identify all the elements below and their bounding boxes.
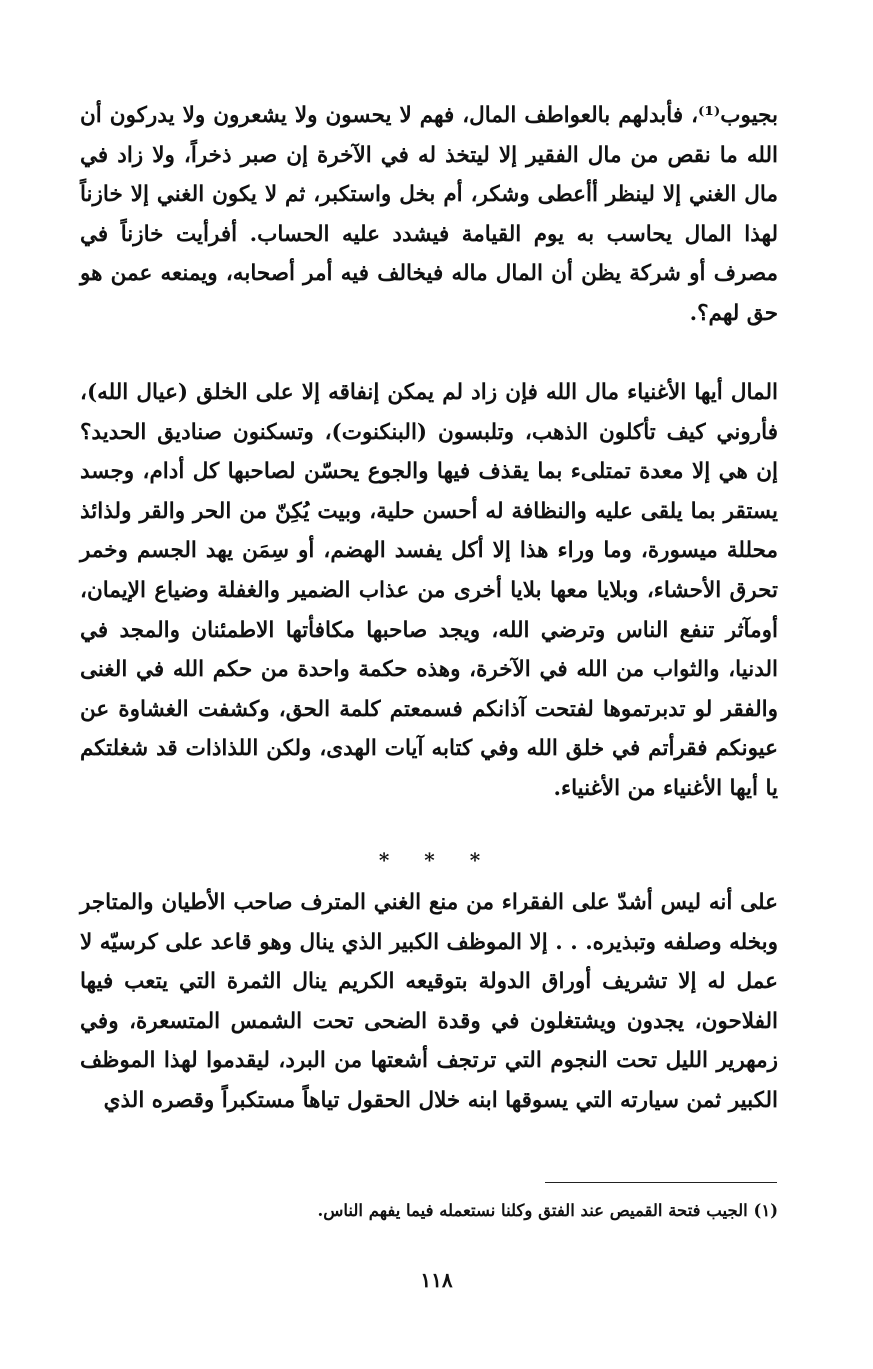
page-number: ١١٨ bbox=[420, 1268, 453, 1292]
paragraph-2: المال أيها الأغنياء مال الله فإن زاد لم يمكن إنفاقه إلا على الخلق (عيال الله)، فأروني كيف تأكلون الذهب، وتلبسون (البنكنوت)، وتسكنون صناديق الحديد؟ إن هي إلا معدة تمتلىء بما يقذف فيها والجوع يحسّن لصاحبها كل أدام، وجسد يستقر بما يلقى عليه والنظافة له أحسن حلية، وبيت يُكِنّ من الحر والقر ولذائذ محللة ميسورة، وما وراء هذا إلا أكل يفسد الهضم، أو سِمَن يهد الجسم وخمر تحرق الأحشاء، وبلايا معها بلايا أخرى من عذاب الضمير والغفلة وضياع الإيمان، أومآثر تنفع الناس وترضي الله، ويجد صاحبها مكافأتها الاطمئنان والمجد في الدنيا، والثواب من الله في الآخرة، وهذه حكمة واحدة من حكم الله في الغنى والفقر لو تدبرتموها لفتحت آذانكم فسمعتم كلمة الحق، وكشفت الغشاوة عن عيونكم فقرأتم في خلق الله وفي كتابه آيات الهدى، ولكن اللذاذات قد شغلتكم يا أيها الأغنياء من الأغنياء. bbox=[80, 380, 778, 801]
footnote: (١) الجيب فتحة القميص عند الفتق وكلنا نستعمله فيما يفهم الناس. bbox=[317, 1201, 778, 1220]
footnote-divider bbox=[545, 1182, 777, 1183]
paragraph-1: بجيوب⁽¹⁾، فأبدلهم بالعواطف المال، فهم لا يحسون ولا يشعرون ولا يدركون أن الله ما نقص من مال الفقير إلا ليتخذ له في الآخرة إن صبر ذخراً، ولا زاد في مال الغني إلا لينظر أأعطى وشكر، أم بخل واستكبر، ثم لا يكون الغني إلا خازناً لهذا المال يحاسب به يوم القيامة فيشدد عليه الحساب. أفرأيت خازناً في مصرف أو شركة يظن أن المال ماله فيخالف فيه أمر أصحابه، ويمنعه عمن هو حق لهم؟. bbox=[80, 103, 778, 326]
section-separator: * * * bbox=[378, 848, 495, 872]
paragraph-3: على أنه ليس أشدّ على الفقراء من منع الغني المترف صاحب الأطيان والمتاجر وبخله وصلفه وتبذيره. . . إلا الموظف الكبير الذي ينال وهو قاعد على كرسيّه لا عمل له إلا تشريف أوراق الدولة بتوقيعه الكريم ينال الثمرة التي يتعب فيها الفلاحون، يجدون ويشتغلون في وقدة الضحى تحت الشمس المتسعرة، وفي زمهرير الليل تحت النجوم التي ترتجف أشعتها من البرد، ليقدموا لهذا الموظف الكبير ثمن سيارته التي يسوقها ابنه خلال الحقول تياهاً مستكبراً وقصره الذي bbox=[80, 890, 778, 1113]
